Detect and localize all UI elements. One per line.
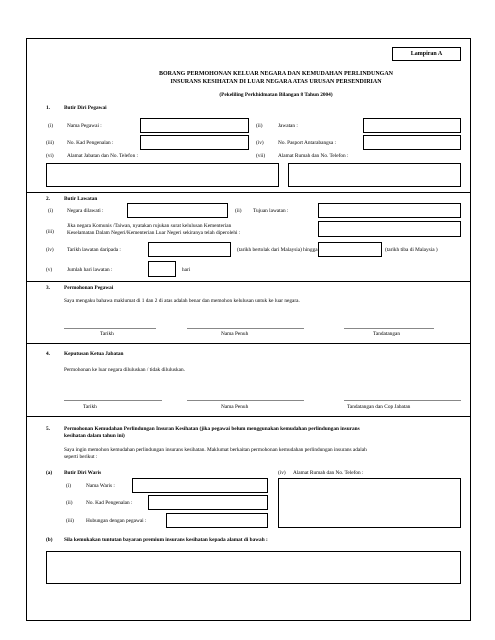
- form-title-line1: BORANG PERMOHONAN KELUAR NEGARA DAN KEMUDAHAN PERLINDUNGAN: [158, 71, 393, 77]
- s2-negara-input[interactable]: [127, 203, 228, 218]
- s3-tandatangan-line[interactable]: [344, 328, 434, 329]
- s5-text-line2: seperti berikut :: [64, 454, 98, 460]
- s1-paspot-label: No. Pasport Antarabangsa :: [278, 140, 336, 146]
- s2-tarikh-label: Tarikh lawatan daripada :: [67, 247, 121, 253]
- s5-hubungan-label: Hubungan dengan pegawai :: [86, 518, 147, 524]
- s1-alamat-rumah-input[interactable]: [288, 163, 461, 187]
- s1-vi: (vi): [46, 153, 54, 159]
- s3-title: Permohonan Pegawai: [64, 285, 114, 291]
- s5-a: (a): [46, 470, 53, 476]
- s4-title: Keputusan Ketua Jabatan: [64, 351, 124, 357]
- s1-jawatan-input[interactable]: [363, 118, 461, 133]
- lampiran-label: Lampiran A: [410, 51, 443, 57]
- s4-divider: [26, 416, 471, 417]
- s1-i: (i): [48, 123, 53, 129]
- s2-divider: [26, 281, 471, 282]
- s4-tarikh-line[interactable]: [64, 400, 162, 401]
- s1-iii: (iii): [46, 140, 54, 146]
- s1-title: Butir Diri Pegawai: [64, 105, 107, 111]
- s5-alamat-label: Alamat Rumah dan No. Telefon :: [293, 470, 364, 476]
- s5-waris-title: Butir Diri Waris: [64, 470, 102, 476]
- s1-divider: [26, 192, 471, 193]
- s2-title: Butir Lawatan: [64, 196, 98, 202]
- s2-jumlah-label: Jumlah hari lawatan :: [67, 267, 113, 273]
- s2-tujuan-input[interactable]: [318, 203, 461, 218]
- s5-i: (i): [66, 483, 71, 489]
- s2-tarikh-hingga-input[interactable]: [318, 242, 382, 257]
- s4-tandatangan-label: Tandatangan dan Cop Jabatan: [347, 404, 411, 410]
- s5-kp-input[interactable]: [148, 495, 268, 510]
- s2-iii-line1: Jika negara Komunis /Taiwan, nyatakan rujukan surat kelulusan Kementerian: [67, 223, 232, 229]
- s5-ii: (ii): [66, 500, 73, 506]
- s5-premium-address-input[interactable]: [46, 551, 461, 584]
- s3-tarikh-line[interactable]: [64, 328, 156, 329]
- s1-vii: (vii): [256, 153, 266, 159]
- form-subtitle: (Pekeliling Perkhidmatan Bilangan 8 Tahun 2004): [219, 92, 333, 98]
- s4-number: 4.: [46, 351, 50, 357]
- s5-title-line1: Permohonan Kemudahan Perlindungan Insuran Kesihatan (jika pegawai belum menggunakan kemudahan perlindungan insurans: [64, 426, 360, 432]
- s1-nama-label: Nama Pegawai :: [67, 123, 102, 129]
- s1-jawatan-label: Jawatan :: [278, 123, 298, 129]
- s3-number: 3.: [46, 285, 50, 291]
- s2-tiba-label: (tarikh tiba di Malaysia ): [385, 247, 438, 253]
- s5-nama-waris-label: Nama Waris :: [86, 483, 115, 489]
- s5-alamat-input[interactable]: [278, 478, 461, 528]
- s5-iv: (iv): [278, 470, 286, 476]
- s1-paspot-input[interactable]: [363, 135, 461, 150]
- s2-tarikh-dari-input[interactable]: [148, 242, 231, 257]
- s5-hubungan-input[interactable]: [166, 513, 268, 528]
- s2-number: 2.: [46, 196, 50, 202]
- s3-tandatangan-label: Tandatangan: [373, 331, 400, 337]
- s5-text-line1: Saya ingin memohon kemudahan perlindungan insurans kesihatan. Maklumat berkaitan permohonan kemudahan perlindungan insurans adalah: [64, 447, 367, 453]
- s2-bertolak-label: (tarikh bertolak dari Malaysia) hingga: [237, 247, 318, 253]
- s4-tandatangan-line[interactable]: [344, 400, 461, 401]
- s5-title-line2: kesihatan dalam tahun ini): [64, 433, 125, 439]
- s5-b-text: Sila kemukakan tuntutan bayaran premium insurans kesihatan kepada alamat di bawah :: [64, 537, 268, 543]
- s1-iv: (iv): [256, 140, 264, 146]
- s4-nama-label: Nama Penuh: [221, 404, 249, 410]
- s1-kp-label: No. Kad Pengenalan :: [67, 140, 114, 146]
- s2-i: (i): [48, 208, 53, 214]
- s5-number: 5.: [46, 426, 50, 432]
- s4-decision-text: Permohonan ke luar negara diluluskan / tidak diluluskan.: [64, 367, 185, 373]
- s2-hari-label: hari: [182, 267, 191, 273]
- s4-tarikh-label: Tarikh: [83, 404, 97, 410]
- s2-iv: (iv): [46, 247, 54, 253]
- s5-b: (b): [46, 537, 53, 543]
- form-title-line2: INSURANS KESIHATAN DI LUAR NEGARA ATAS URUSAN PERSENDIRIAN: [170, 79, 382, 85]
- s1-kp-input[interactable]: [140, 135, 249, 150]
- s1-number: 1.: [46, 105, 50, 111]
- s2-tujuan-label: Tujuan lawatan :: [253, 208, 289, 214]
- s5-nama-waris-input[interactable]: [132, 478, 268, 493]
- s2-jumlah-input[interactable]: [148, 261, 176, 277]
- s3-nama-line[interactable]: [187, 328, 304, 329]
- s3-nama-label: Nama Penuh: [221, 331, 249, 337]
- s3-divider: [26, 343, 471, 344]
- s4-nama-line[interactable]: [187, 400, 304, 401]
- s1-alamat-jabatan-input[interactable]: [46, 163, 279, 187]
- s5-iii: (iii): [66, 518, 74, 524]
- s1-nama-input[interactable]: [140, 118, 249, 133]
- s1-ii: (ii): [256, 123, 263, 129]
- s1-alamat-jabatan-label: Alamat Jabatan dan No. Telefon :: [67, 153, 139, 159]
- s2-iii-line2: Keselamatan Dalam Negeri/Kementerian Luar Negeri sekiranya telah diperolehi :: [67, 230, 241, 236]
- s1-alamat-rumah-label: Alamat Rumah dan No. Telefon :: [278, 153, 349, 159]
- s5-kp-label: No. Kad Pengenalan :: [86, 500, 133, 506]
- s2-negara-label: Negara dilawati :: [67, 208, 104, 214]
- s3-tarikh-label: Tarikh: [100, 331, 114, 337]
- s2-iii: (iii): [46, 229, 54, 235]
- s2-rujukan-input[interactable]: [318, 221, 461, 237]
- s3-declaration: Saya mengaku bahawa maklumat di 1 dan 2 di atas adalah benar dan memohon kelulusan untuk ke luar negara.: [64, 298, 300, 304]
- s2-ii: (ii): [235, 208, 242, 214]
- s2-v: (v): [46, 267, 53, 273]
